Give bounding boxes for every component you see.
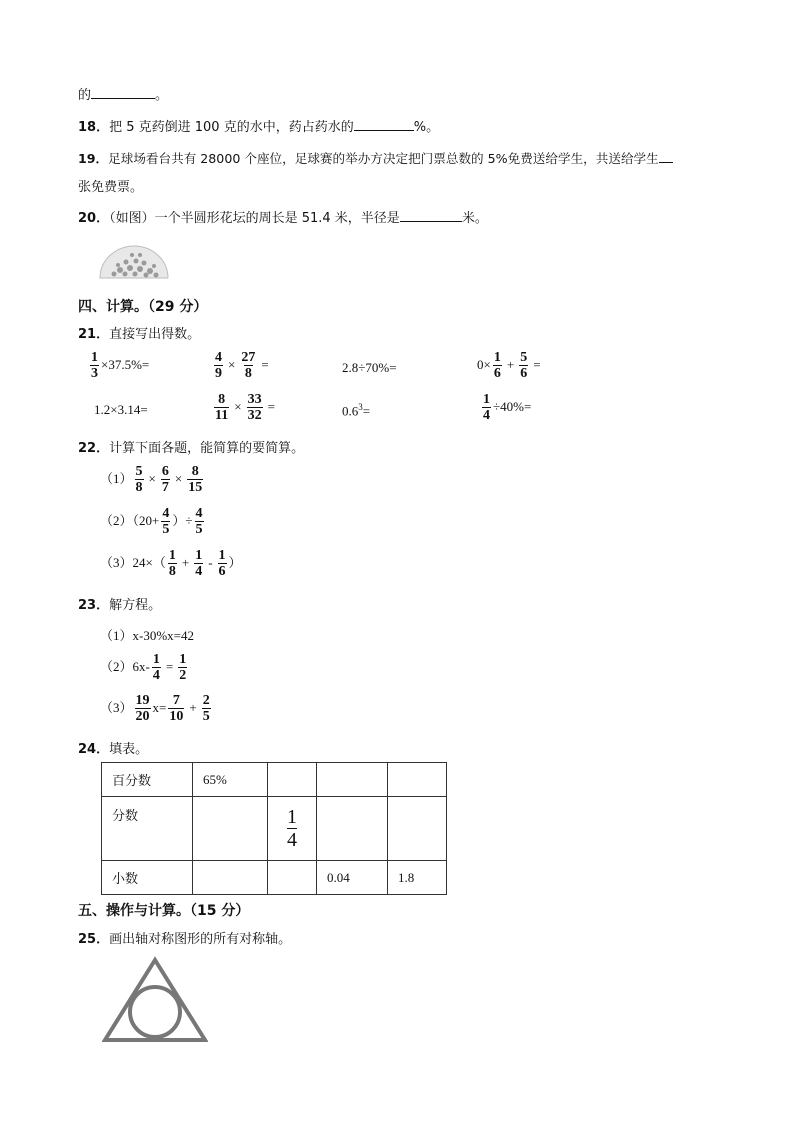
equation-2: （2）6x- $\frac{1}{4}$ = $\frac{1}{2}$ [100,652,187,683]
continuation-end: 。 [155,88,169,103]
question-tail: 米。 [461,211,488,226]
table-cell: 0.04 [317,861,388,895]
answer-blank[interactable] [91,84,155,99]
fraction: $\frac{1}{6}$ [493,350,501,381]
table-row [102,797,447,861]
continuation-text: 的 [78,88,92,103]
fraction: $\frac{1}{4}$ [287,806,297,851]
fraction: $\frac{4}{9}$ [215,350,222,381]
table-cell: 1.8 [388,861,447,895]
fill-in-table [101,762,447,895]
calc-item: $0.6^3=$ [342,402,371,419]
question-18 [78,116,439,135]
calc-item: $\frac{4}{9}$ × $\frac{27}{8}$ = [215,350,269,381]
question-number: 18． [78,120,110,135]
table-cell [268,797,317,861]
table-cell[interactable] [317,763,388,797]
fraction: $\frac{8}{11}$ [215,392,229,423]
question-22 [78,437,304,456]
table-cell[interactable] [317,797,388,861]
question-number: 22． [78,441,110,456]
question-text: 计算下面各题，能简算的要简算。 [109,441,305,456]
equation-3: （3） $\frac{19}{20}$ x= $\frac{7}{10}$ + $\frac{2}{5}$ [100,693,210,724]
section-heading-5: 五、操作与计算。（15 分） [78,903,250,919]
question-number: 25． [78,932,110,947]
fraction: $\frac{1}{4}$ [483,392,490,423]
question-text: 画出轴对称图形的所有对称轴。 [109,932,292,947]
question-number: 23． [78,598,110,613]
table-cell: 小数 [102,861,193,895]
table-cell[interactable] [193,861,268,895]
table-cell[interactable] [388,763,447,797]
calc-item: $\frac{1}{4}$ ÷40%= [483,392,532,423]
table-cell: 65% [193,763,268,797]
table-cell[interactable] [268,763,317,797]
table-row [102,861,447,895]
table-row [102,763,447,797]
question-25 [78,928,291,947]
question-number: 19． [78,151,109,166]
calc-problem-3: （3）24×（ $\frac{1}{8}$ + $\frac{1}{4}$ - $\frac{1}{6}$ ） [100,548,242,579]
question-text: 足球场看台共有 28000 个座位，足球赛的举办方决定把门票总数的 5%免费送给学生，共送给学生 [108,151,659,166]
triangle-circle-figure[interactable] [102,956,208,1044]
question-19-line2: 张免费票。 [78,180,144,195]
equation-1: （1）x-30%x=42 [100,628,195,643]
calc-item: $\frac{8}{11}$ × $\frac{33}{32}$ = [215,392,275,423]
answer-blank[interactable] [354,116,414,131]
question-text: （如图）一个半圆形花坛的周长是 51.4 米，半径是 [109,211,400,226]
question-number: 21． [78,327,110,342]
question-text: 解方程。 [109,598,162,613]
calc-item: 0× $\frac{1}{6}$ + $\frac{5}{6}$ = [477,350,541,381]
question-19 [78,148,673,167]
calc-item: 1.2×3.14= [94,402,148,417]
table-cell[interactable] [193,797,268,861]
question-21 [78,323,200,342]
fraction: $\frac{1}{3}$ [91,350,98,381]
table-cell: 百分数 [102,763,193,797]
fraction: $\frac{27}{8}$ [241,350,256,381]
question-text: 直接写出得数。 [109,327,201,342]
continuation-line [78,84,168,103]
fraction: $\frac{5}{6}$ [520,350,528,381]
fraction: $\frac{33}{32}$ [247,392,262,423]
table-cell: 分数 [102,797,193,861]
answer-blank[interactable] [659,148,673,163]
question-text: 填表。 [109,742,149,757]
question-23 [78,594,161,613]
question-number: 20． [78,211,110,226]
table-cell[interactable] [268,861,317,895]
semicircle-flowerbed-image [98,244,170,280]
expression-text: ×37.5%= [101,357,150,372]
section-heading-4: 四、计算。（29 分） [78,299,208,315]
calc-item [88,350,149,381]
question-20 [78,207,488,226]
calc-problem-1: （1） $\frac{5}{8}$ × $\frac{6}{7}$ × $\frac{8}{15}$ [100,464,203,495]
calc-item: 2.8÷70%= [342,360,397,375]
calc-problem-2: （2）（20+ $\frac{4}{5}$ ）÷ $\frac{4}{5}$ [100,506,203,537]
answer-blank[interactable] [400,207,462,222]
question-text: 把 5 克药倒进 100 克的水中，药占药水的 [109,120,354,135]
table-cell[interactable] [388,797,447,861]
question-tail: %。 [413,120,440,135]
question-24 [78,738,148,757]
question-number: 24． [78,742,110,757]
